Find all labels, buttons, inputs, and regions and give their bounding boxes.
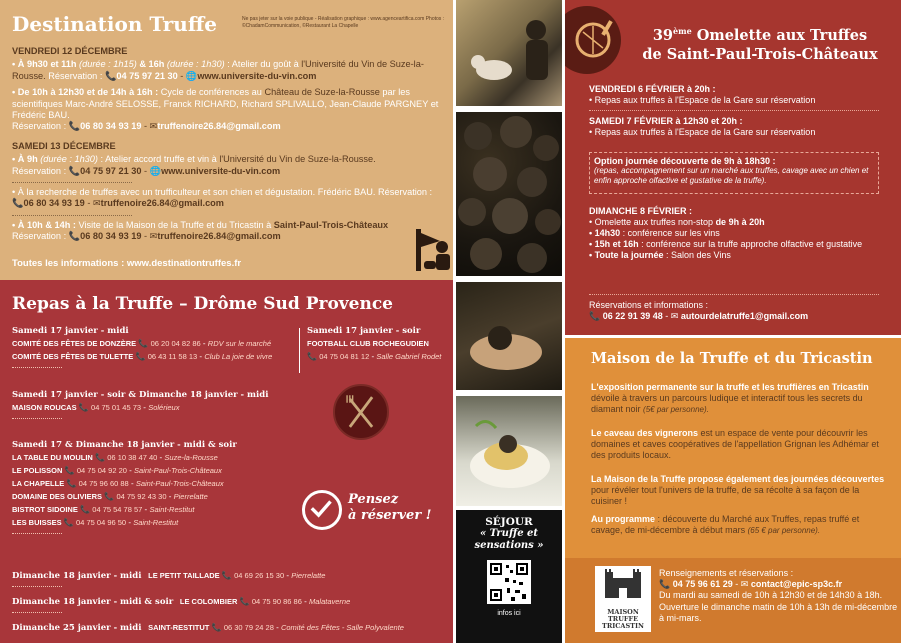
event-time: • À 9h [12,154,38,165]
restaurant-name: LA CHAPELLE [12,479,65,488]
paragraph-lead: Le caveau des vignerons [591,428,699,438]
phone-icon: 📞 [66,479,77,488]
maison-paragraph [591,428,891,462]
day-heading: VENDREDI 12 DÉCEMBRE [12,46,128,56]
event-time: & 16h [139,59,165,70]
omelette-day [589,206,889,261]
destination-program [12,42,442,243]
mail-icon: ✉ [149,121,158,132]
divider [12,586,62,587]
event-item: • De 10h à 12h30 et de 14h à 16h : Cycle de conférences au Château de Suze-la-Rousse par les scientifiques Marc-André SELOSSE, Franck RICHARD, Richard SPLIVALLO, Jean-Claude PARGNEY et Frédéric BAU. Réservation : 📞06 80 34 93 19 - ✉truffenoire26.84@gmail.com [12,87,439,132]
restaurant-row: LE POLISSON 📞 04 75 04 92 20 - Saint-Paul-Trois-Châteaux [12,466,222,475]
divider [12,612,62,613]
sejour-subtitle-line-1: « Truffe et [479,528,539,539]
paragraph-lead: La Maison de la Truffe propose également des journées découvertes [591,474,885,484]
reserve-reminder [348,492,431,524]
phone-number[interactable]: 06 22 91 39 48 [602,311,663,321]
maison-truffe-logo [595,566,651,632]
venue: Saint-Paul-Trois-Châteaux [135,479,224,488]
restaurant-name: DOMAINE DES OLIVIERS [12,492,103,501]
mail-icon: ✉ [149,231,158,242]
event-place: l'Université du Vin de Suze-la-Rousse. [219,154,376,165]
phone-number[interactable]: 04 75 54 78 57 [92,505,143,514]
repas-section [12,326,272,368]
omelette-title-line-1: Omelette aux Truffes [691,26,868,44]
paragraph-text: pour révéler tout l'univers de la truffe, de sa récolte à sa façon de la cuisiner ! [591,485,860,507]
day-item [589,239,889,250]
divider [12,215,132,216]
restaurant-name: LE PETIT TAILLADE [148,571,220,580]
event-duration: (durée : 1h15) [76,59,140,70]
destination-footer-link[interactable]: Toutes les informations : www.destinationtruffes.fr [12,258,242,269]
reservation-label: Réservation : [12,165,69,176]
phone-number[interactable]: 06 30 79 24 28 [223,623,274,632]
phone-number[interactable]: 06 10 38 47 40 [107,453,158,462]
divider [12,367,62,368]
restaurant-row [307,339,441,349]
event-time: • De 10h à 12h30 et de 14h à 16h : [12,87,159,98]
logo-line: MAISON [607,608,639,616]
day-item [589,250,889,261]
phone-number[interactable]: 04 69 26 15 30 [234,571,285,580]
day-heading: VENDREDI 6 FÉVRIER à 20h : [589,84,716,94]
restaurant-name: SAINT-RESTITUT [148,623,210,632]
photo-truffle-dish [456,396,562,506]
restaurant-name: MAISON ROUCAS [12,403,77,412]
paragraph-lead: L'exposition permanente sur la truffe et les truffières en Tricastin [591,382,869,392]
email-link[interactable]: autourdelatruffe1@gmail.com [680,311,809,321]
restaurant-row: BISTROT SIDOINE 📞 04 75 54 78 57 - Saint-Restitut [12,505,195,514]
divider [589,294,879,295]
paragraph-text: dévoile à travers un parcours ludique et interactif tous les secrets du diamant noir [591,393,863,415]
phone-icon: 📞 [135,352,146,361]
venue: Saint-Restitut [133,518,179,527]
sejour-info-link[interactable]: infos ici [497,610,521,617]
venue: Malataverne [308,597,351,606]
restaurant-name: BISTROT SIDOINE [12,505,78,514]
phone-number[interactable]: 04 75 97 21 30 [116,70,178,81]
phone-number[interactable]: 04 75 92 43 30 [116,492,167,501]
divider [12,182,132,183]
restaurant-row: COMITÉ DES FÊTES DE TULETTE 📞 06 43 11 58 13 - Club La joie de vivre [12,352,273,361]
event-item: • À la recherche de truffes avec un trufficulteur et son chien et dégustation. Frédéric BAU. Réservation : 📞06 80 34 93 19 - ✉truffenoire26.84@gmail.com [12,187,433,209]
maison-contact-text: Renseignements et réservations : 📞 04 75 96 61 29 - ✉ contact@epic-sp3c.fr Du mardi au samedi de 10h à 12h30 et de 14h30 à 18h. Ouverture le dimanche matin de 10h à 13h de mi-décembre à mi-mars. [659,568,898,623]
item-time: • 14h30 [589,228,621,238]
omelette-day [589,84,889,106]
restaurant-row: COMITÉ DES FÊTES DE DONZÈRE 📞 06 20 04 82 86 - RDV sur le marché [12,339,272,348]
edition-suffix: ème [673,26,692,36]
item-time: • Toute la journée [589,250,664,260]
phone-icon: 📞 [104,492,115,501]
phone-icon: 📞 [239,597,250,606]
phone-number[interactable]: 04 75 04 81 12 [319,352,370,361]
divider [12,418,62,419]
phone-number[interactable]: 04 75 97 21 30 [80,165,142,176]
repas-section [12,390,268,419]
phone-icon: 📞 [12,198,24,209]
phone-number[interactable]: 04 75 90 86 86 [251,597,302,606]
photo-strip [456,0,562,643]
photo-truffles-pile [456,112,562,276]
item-time: • 15h et 16h [589,239,639,249]
section-date: Samedi 17 janvier - soir & Dimanche 18 janvier - midi [12,390,269,400]
section-date: Dimanche 18 janvier - midi & soir [12,597,174,607]
venue: Saint-Restitut [149,505,195,514]
phone-number[interactable]: 06 20 04 82 86 [150,339,201,348]
contact-label: Renseignements et réservations : [659,568,794,578]
phone-number[interactable]: 06 80 34 93 19 [80,231,142,242]
divider [12,533,62,534]
item-time: de 9h à 20h [715,217,765,227]
reminder-line-1: Pensez [348,492,399,507]
sejour-subtitle [456,528,562,552]
maison-contact-box [565,558,901,643]
repas-section [12,594,350,613]
reservation-label: Réservation : [12,231,69,242]
event-text: : Atelier du goût à [224,59,302,70]
phone-icon: 📞 [221,571,232,580]
phone-number[interactable]: 06 43 11 58 13 [147,352,198,361]
venue: Pierrelatte [291,571,326,580]
omelette-panel [565,0,901,335]
phone-icon: 📞 [64,466,75,475]
event-time: • À 10h & 14h : [12,219,76,230]
phone-icon: 📞 [63,518,74,527]
phone-icon: 📞 [80,505,91,514]
web-icon: 🌐 [149,165,162,176]
omelette-title-line-2: de Saint-Paul-Trois-Châteaux [642,45,878,63]
event-duration: (durée : 1h30) [37,154,98,165]
repas-section [12,568,325,587]
restaurant-name: COMITÉ DES FÊTES DE TULETTE [12,352,134,361]
website-link[interactable]: www.universite-du-vin.com [197,70,317,81]
day-item: • Repas aux truffes à l'Espace de la Gare sur réservation [589,127,816,137]
castle-icon [595,566,651,602]
qr-code-icon[interactable] [487,560,531,604]
maison-paragraph [591,382,891,416]
photo-truffle-in-hands [456,282,562,390]
destination-truffe-panel [0,0,453,280]
event-speakers: par les scientifiques Marc-André SELOSSE, Franck RICHARD, Richard SPLIVALLO, Jean-Claude PARGNEY et Frédéric BAU. [12,87,439,121]
maison-truffe-panel [565,338,901,643]
contact-label: Réservations et informations : [589,300,709,310]
destination-title: Destination Truffe [12,12,217,36]
credit-line: Ne pas jeter sur la voie publique - Réalisation graphique : www.agenceartifica.com Photos : ©ChadamCommunication, ©Restaurant La Chapelle [242,16,445,29]
option-text: (repas, accompagnement sur un marché aux truffes, cavage avec un chien et enfin approche olfactive et gustative de la truffe). [594,166,869,185]
phone-number[interactable]: 04 75 01 45 73 [91,403,142,412]
phone-icon: 📞 [78,403,89,412]
phone-icon: 📞 [68,231,81,242]
photo-truffle-hunter [456,0,562,106]
day-item [589,217,889,228]
venue: Solérieux [148,403,180,412]
phone-icon: 📞 [68,165,81,176]
paragraph-price: (65 € par personne). [747,526,821,536]
day-heading: DIMANCHE 8 FÉVRIER : [589,206,693,216]
event-item: • À 9h (durée : 1h30) : Atelier accord truffe et vin à l'Université du Vin de Suze-la-Rousse. Réservation : 📞04 75 97 21 30 - 🌐www.universite-du-vin.com [12,154,376,176]
divider [589,110,879,111]
restaurant-row: Dimanche 18 janvier - midi & soir LE COLOMBIER 📞 04 75 90 86 86 - Malataverne [12,597,351,607]
phone-number[interactable]: 04 75 96 60 88 [78,479,129,488]
day-item: • Repas aux truffes à l'Espace de la Gare sur réservation [589,95,816,105]
repas-section [12,440,237,534]
reminder-line-2: à réserver ! [348,508,432,523]
event-item: • À 10h & 14h : Visite de la Maison de la Truffe et du Tricastin à Saint-Paul-Trois-Châteaux Réservation : 📞06 80 34 93 19 - ✉truffenoire26.84@gmail.com [12,219,389,242]
logo-line: TRICASTIN [601,622,644,630]
option-journee-box [589,152,879,194]
event-item: • À 9h30 et 11h (durée : 1h15) & 16h (durée : 1h30) : Atelier du goût à l'Université du Vin de Suze-la-Rousse. Réservation : 📞04 75 97 21 30 - 🌐www.universite-du-vin.com [12,59,424,81]
section-date: Dimanche 18 janvier - midi [12,571,142,581]
restaurant-row: Dimanche 25 janvier - midi SAINT-RESTITUT 📞 06 30 79 24 28 - Comité des Fêtes - Salle Polyvalente [12,623,404,633]
opening-hours: Du mardi au samedi de 10h à 12h30 et de 14h30 à 18h. Ouverture le dimanche matin de 10h à 13h de mi-décembre à mi-mars. [659,590,898,623]
event-text: Cycle de conférences au [158,87,265,98]
checkmark-icon [302,490,342,530]
phone-icon: 📞 [589,311,601,321]
restaurant-name: LE POLISSON [12,466,63,475]
logo-line: TRUFFE [607,615,639,623]
omelette-pan-icon [565,6,621,74]
event-text: Visite de la Maison de la Truffe et du Tricastin à [75,219,274,230]
event-place: Château de Suze-la-Rousse [264,87,380,98]
venue: Salle Gabriel Rodet [376,352,442,361]
column-divider [299,328,300,373]
day-heading: SAMEDI 13 DÉCEMBRE [12,140,116,151]
email-link[interactable]: truffenoire26.84@gmail.com [157,231,281,242]
omelette-title [625,22,895,64]
restaurant-name: LE COLOMBIER [179,597,238,606]
venue: Club La joie de vivre [204,352,273,361]
paragraph-text: : découverte du Marché aux Truffes, repas truffé et cavage, de mi-décembre à début mars [591,514,860,536]
restaurant-name: FOOTBALL CLUB ROCHEGUDIEN [307,339,429,348]
venue: Pierrelatte [173,492,208,501]
restaurant-name: COMITÉ DES FÊTES DE DONZÈRE [12,339,137,348]
repas-section [307,326,441,362]
phone-icon: 📞 [138,339,149,348]
section-date: Dimanche 25 janvier - midi [12,623,142,633]
restaurant-name: LES BUISSES [12,518,62,527]
venue: Saint-Paul-Trois-Châteaux [134,466,222,475]
paragraph-price: (5€ par personne). [643,405,709,415]
mail-icon: ✉ [92,198,101,209]
sejour-box [456,510,562,643]
restaurant-row: 📞 04 75 04 81 12 - Salle Gabriel Rodet [307,352,442,361]
phone-number[interactable]: 04 75 04 96 50 [76,518,127,527]
phone-number[interactable]: 06 80 34 93 19 [23,198,85,209]
phone-icon: 📞 [211,623,222,632]
omelette-day [589,116,889,138]
repas-section [12,620,404,633]
sejour-title: SÉJOUR [485,516,533,528]
email-link[interactable]: contact@epic-sp3c.fr [750,579,843,590]
section-date: Samedi 17 janvier - soir [307,326,421,336]
day-heading: SAMEDI 7 FÉVRIER à 12h30 et 20h : [589,116,743,126]
restaurant-row: DOMAINE DES OLIVIERS 📞 04 75 92 43 30 - Pierrelatte [12,492,208,501]
repas-title: Repas à la Truffe – Drôme Sud Provence [12,294,393,314]
event-place: Saint-Paul-Trois-Châteaux [273,219,389,230]
phone-icon: 📞 [95,453,106,462]
truffle-hunter-dog-icon [412,225,453,277]
item-text: : conférence sur la truffe approche olfactive et gustative [638,239,863,249]
email-link[interactable]: truffenoire26.84@gmail.com [157,121,281,132]
item-text: : conférence sur les vins [620,228,720,238]
section-date: Samedi 17 janvier - midi [12,326,129,336]
maison-title: Maison de la Truffe et du Tricastin [591,350,873,367]
section-date: Samedi 17 & Dimanche 18 janvier - midi & soir [12,440,237,450]
website-link[interactable]: www.universite-du-vin.com [161,165,281,176]
phone-icon: 📞 [659,579,671,590]
event-duration: (durée : 1h30) [164,59,225,70]
phone-icon: 📞 [307,352,317,361]
phone-number[interactable]: 04 75 96 61 29 [672,579,733,590]
restaurant-row: Dimanche 18 janvier - midi LE PETIT TAILLADE 📞 04 69 26 15 30 - Pierrelatte [12,571,326,581]
venue: Suze-la-Rousse [164,453,218,462]
maison-paragraph [591,474,891,508]
web-icon: 🌐 [185,70,198,81]
mail-icon: ✉ [740,579,749,590]
email-link[interactable]: truffenoire26.84@gmail.com [100,198,224,209]
paragraph-text: est un espace de vente pour découvrir les domaines et caves coopératives de l'appellation Grignan les Adhémar et des produits locaux. [591,428,879,461]
event-text: : Atelier accord truffe et vin à [97,154,220,165]
event-text: • À la recherche de truffes avec un trufficulteur et son chien et dégustation. Frédéric BAU. Réservation : [12,187,433,198]
omelette-contact: Réservations et informations : 📞 06 22 91 39 48 - ✉ autourdelatruffe1@gmail.com [589,300,889,322]
phone-number[interactable]: 06 80 34 93 19 [80,121,142,132]
restaurant-row: MAISON ROUCAS 📞 04 75 01 45 73 - Solérieux [12,403,180,412]
phone-icon: 📞 [68,121,81,132]
sejour-subtitle-line-2: sensations » [474,540,544,551]
fork-knife-icon [333,384,389,440]
venue: RDV sur le marché [207,339,272,348]
paragraph-lead: Au programme [591,514,656,524]
phone-number[interactable]: 04 75 04 92 20 [76,466,127,475]
option-title: Option journée découverte de 9h à 18h30 : [594,156,776,166]
maison-paragraph [591,514,891,536]
day-item [589,228,889,239]
item-text: : Salon des Vins [663,250,731,260]
event-time: • À 9h30 et 11h [12,59,77,70]
restaurant-name: LA TABLE DU MOULIN [12,453,93,462]
edition-number: 39 [652,26,674,44]
event-place: l'Université du Vin de Suze-la-Rousse. [12,59,424,81]
restaurant-row: LES BUISSES 📞 04 75 04 96 50 - Saint-Restitut [12,518,179,527]
restaurant-row: LA CHAPELLE 📞 04 75 96 60 88 - Saint-Paul-Trois-Châteaux [12,479,224,488]
restaurant-row: LA TABLE DU MOULIN 📞 06 10 38 47 40 - Suze-la-Rousse [12,453,218,462]
logo-text [595,609,651,630]
mail-icon: ✉ [670,311,679,321]
venue: Comité des Fêtes - Salle Polyvalente [280,623,404,632]
phone-icon: 📞 [104,70,117,81]
reservation-label: Réservation : [45,70,105,81]
repas-truffe-panel [0,280,453,643]
item-text: • Omelette aux truffes non-stop [589,217,716,227]
reservation-label: Réservation : [12,121,69,132]
